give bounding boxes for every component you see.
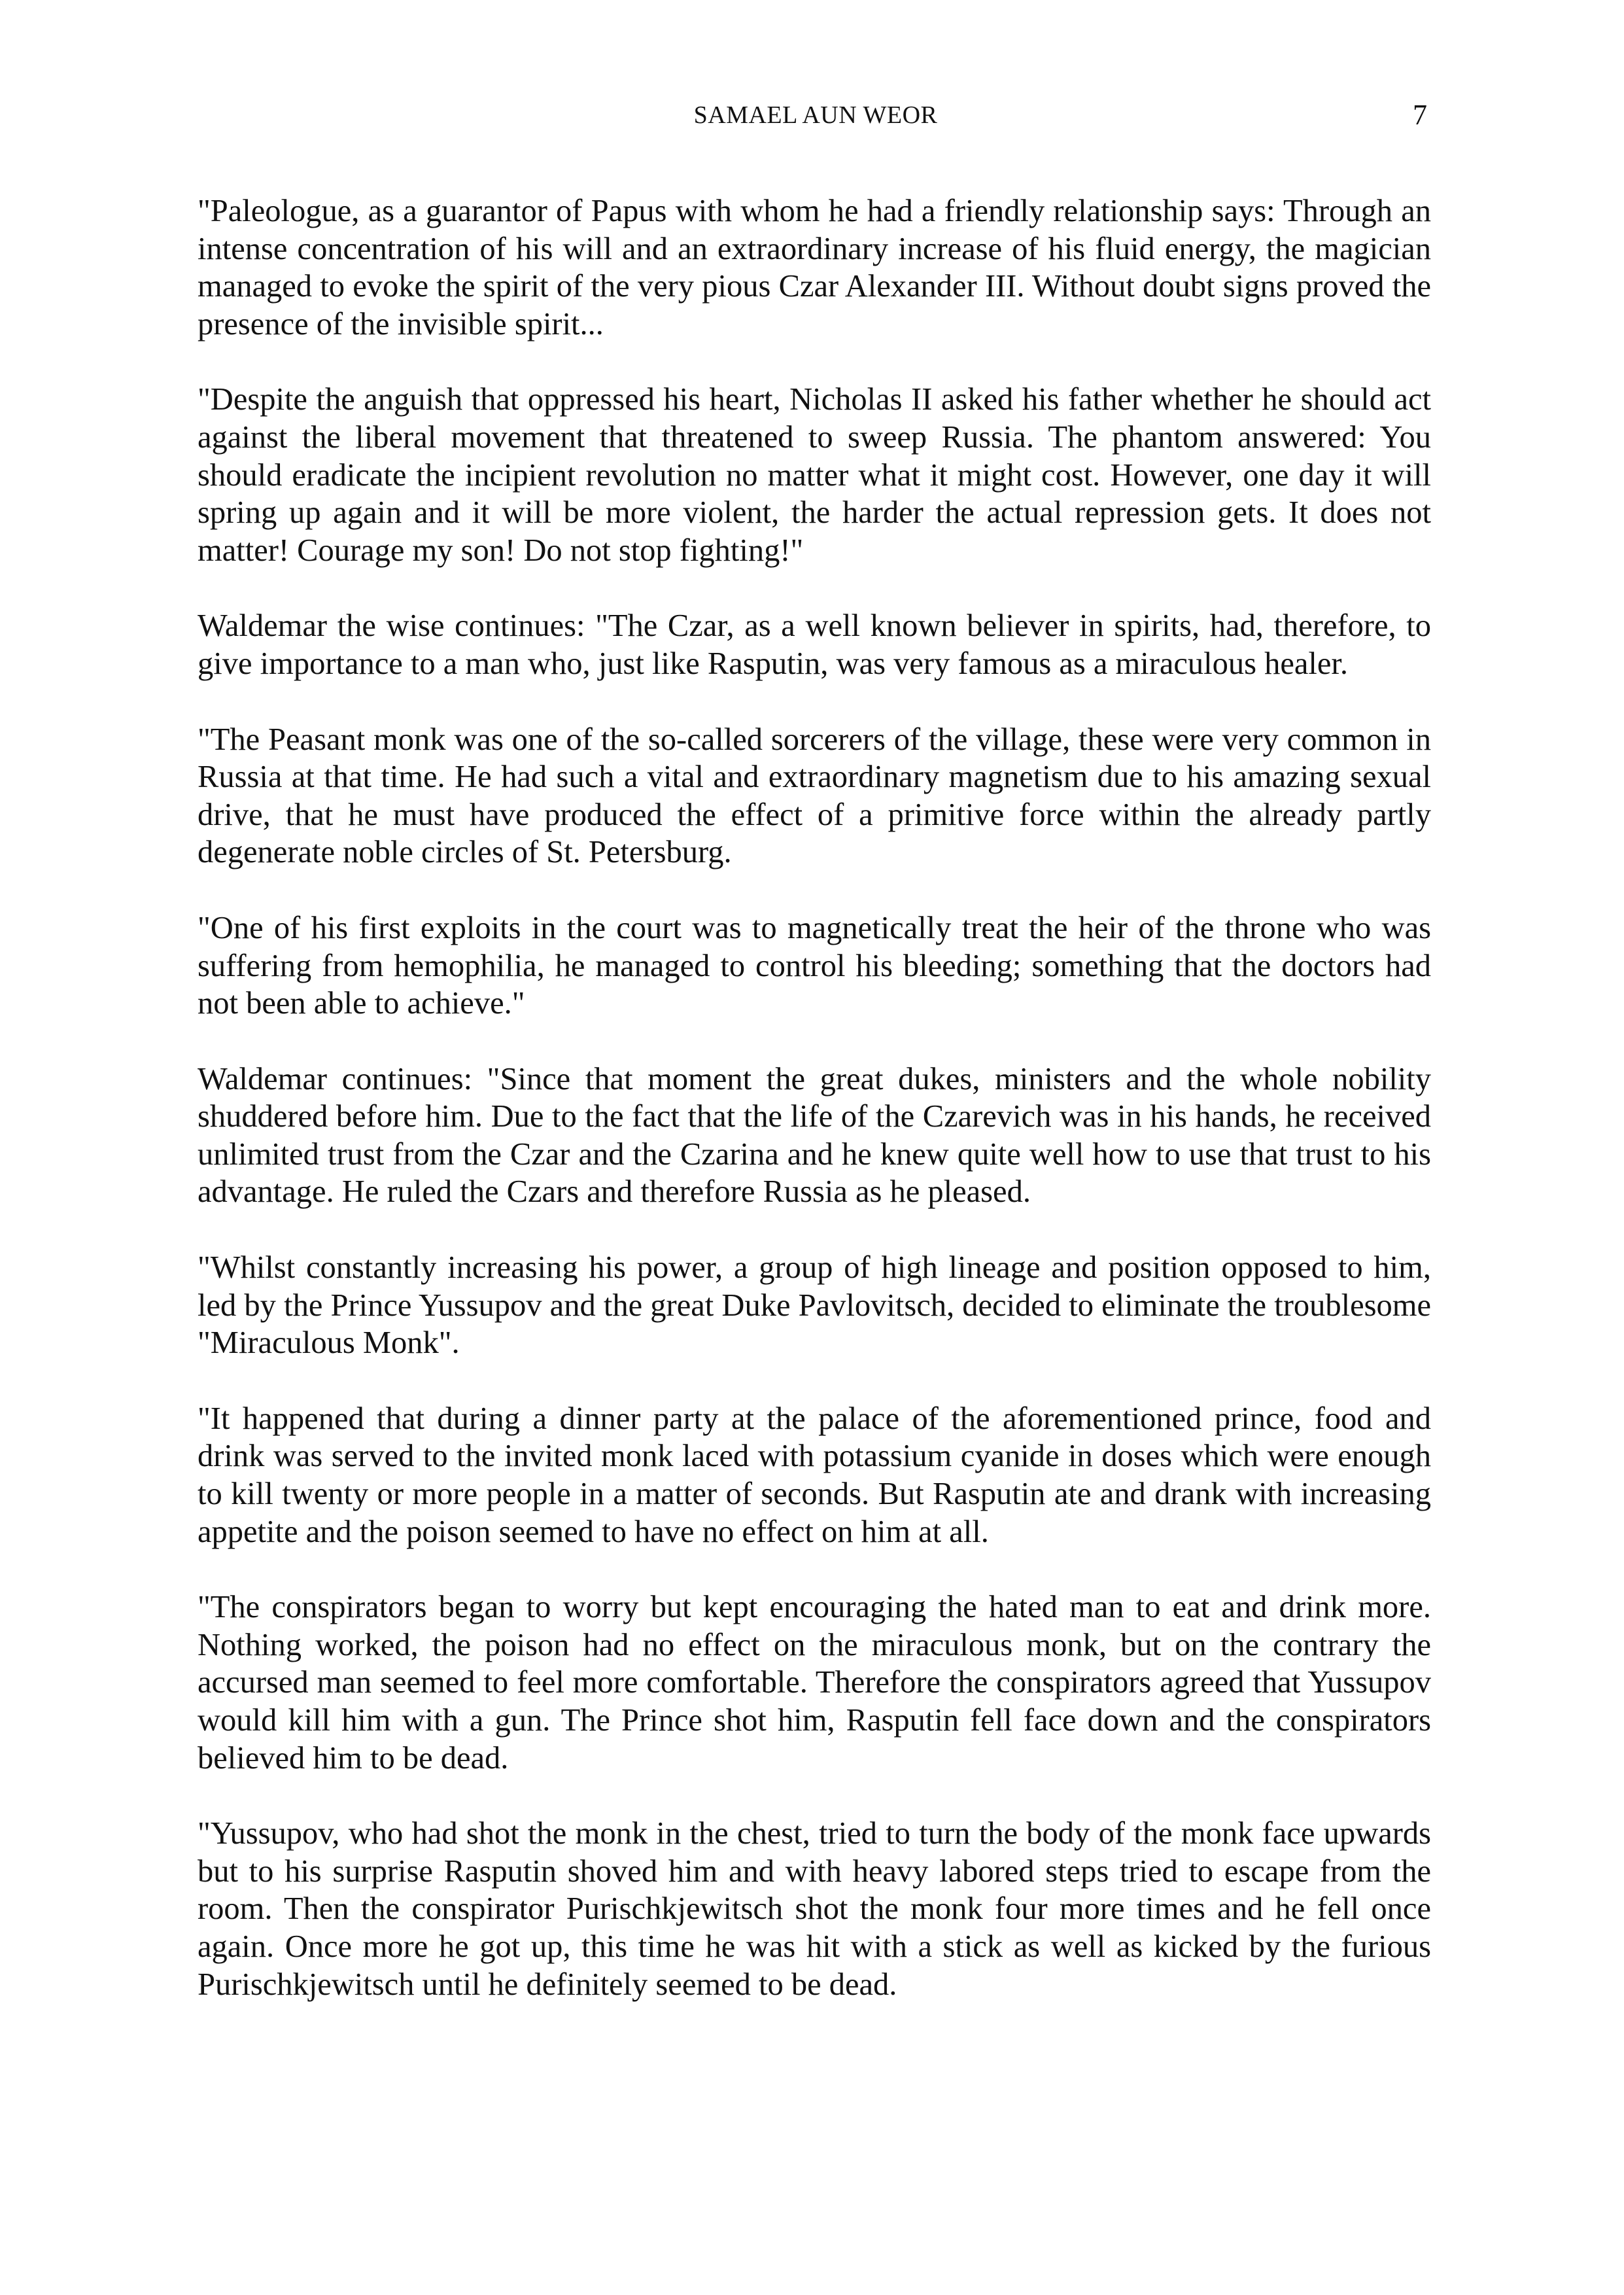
paragraph: "Whilst constantly increasing his power, a group of high lineage and position opposed to him, led by the Prince Yussupov and the great Duke Pavlovitsch, decided to eliminate the troublesome "Miraculous Monk". <box>198 1250 1431 1361</box>
paragraph: "Yussupov, who had shot the monk in the chest, tried to turn the body of the monk face upwards but to his surprise Rasputin shoved him and with heavy labored steps tried to escape from the room. Then the conspirator Purischkjewitsch shot the monk four more times and he fell once again. Once more he got up, this time he was hit with a stick as well as kicked by the furious Purischkjewitsch until he definitely seemed to be dead. <box>198 1816 1431 2002</box>
paragraph: "One of his first exploits in the court was to magnetically treat the heir of the throne who was suffering from hemophilia, he managed to control his bleeding; something that the doctors had not been able to achieve." <box>198 910 1431 1021</box>
running-title: SAMAEL AUN WEOR <box>693 101 938 129</box>
paragraph: "Despite the anguish that oppressed his heart, Nicholas II asked his father whether he should act against the liberal movement that threatened to sweep Russia. The phantom answered: You should eradicate the incipient revolution no matter what it might cost. However, one day it will spring up again and it will be more violent, the harder the actual repression gets. It does not matter! Courage my son! Do not stop fighting!" <box>198 382 1431 568</box>
paragraph: Waldemar the wise continues: "The Czar, as a well known believer in spirits, had, therefore, to give importance to a man who, just like Rasputin, was very famous as a miraculous healer. <box>198 608 1431 681</box>
body-text <box>198 192 1431 2041</box>
paragraph: "The Peasant monk was one of the so-called sorcerers of the village, these were very common in Russia at that time. He had such a vital and extraordinary magnetism due to his amazing sexual drive, that he must have produced the effect of a primitive force within the already partly degenerate noble circles of St. Petersburg. <box>198 722 1431 870</box>
paragraph: Waldemar continues: "Since that moment the great dukes, ministers and the whole nobility shuddered before him. Due to the fact that the life of the Czarevich was in his hands, he received unlimited trust from the Czar and the Czarina and he knew quite well how to use that trust to his advantage. He ruled the Czars and therefore Russia as he pleased. <box>198 1061 1431 1210</box>
running-header <box>198 96 1434 135</box>
paragraph: "It happened that during a dinner party at the palace of the aforementioned prince, food and drink was served to the invited monk laced with potassium cyanide in doses which were enough to kill twenty or more people in a matter of seconds. But Rasputin ate and drank with increasing appetite and the poison seemed to have no effect on him at all. <box>198 1401 1431 1549</box>
paragraph: "Paleologue, as a guarantor of Papus with whom he had a friendly relationship says: Through an intense concentration of his will and an extraordinary increase of his fluid energy, the magician managed to evoke the spirit of the very pious Czar Alexander III. Without doubt signs proved the presence of the invisible spirit... <box>198 194 1431 342</box>
page-number: 7 <box>1413 99 1427 131</box>
paragraph: "The conspirators began to worry but kept encouraging the hated man to eat and drink more. Nothing worked, the poison had no effect on the miraculous monk, but on the contrary the accursed man seemed to feel more comfortable. Therefore the conspirators agreed that Yussupov would kill him with a gun. The Prince shot him, Rasputin fell face down and the conspirators believed him to be dead. <box>198 1590 1431 1776</box>
